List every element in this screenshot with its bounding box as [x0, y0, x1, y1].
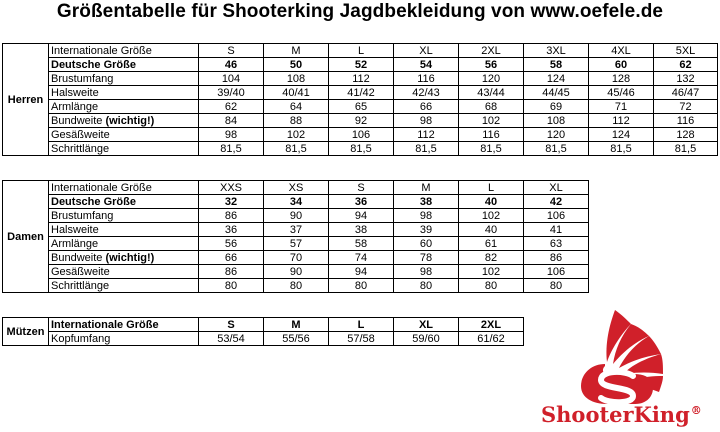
- row-label: [49, 142, 199, 156]
- size-cell: XS: [264, 181, 329, 195]
- shooterking-wordmark: [541, 402, 702, 427]
- row-label-text: Schrittlänge: [51, 279, 110, 292]
- size-cell: 44/45: [524, 86, 589, 100]
- size-cell: 90: [264, 265, 329, 279]
- size-cell: 56: [199, 237, 264, 251]
- size-cell: 78: [394, 251, 459, 265]
- size-cell: M: [264, 318, 329, 332]
- row-label: [49, 181, 199, 195]
- size-cell: L: [459, 181, 524, 195]
- size-cell: 54: [394, 58, 459, 72]
- size-cell: 80: [394, 279, 459, 293]
- group-label: Herren: [3, 44, 49, 156]
- size-cell: 62: [654, 58, 718, 72]
- size-cell: 128: [589, 72, 654, 86]
- size-cell: 102: [459, 114, 524, 128]
- size-cell: 68: [459, 100, 524, 114]
- row-label-text: Halsweite: [51, 223, 99, 236]
- size-cell: 41: [524, 223, 589, 237]
- size-table-muetzen: [2, 317, 524, 346]
- size-cell: 116: [654, 114, 718, 128]
- size-cell: S: [329, 181, 394, 195]
- row-label: [49, 195, 199, 209]
- size-cell: 64: [264, 100, 329, 114]
- size-cell: 69: [524, 100, 589, 114]
- size-cell: XL: [394, 318, 459, 332]
- table-row: [3, 223, 589, 237]
- size-cell: 66: [199, 251, 264, 265]
- size-cell: 94: [329, 265, 394, 279]
- size-cell: 56: [459, 58, 524, 72]
- size-cell: 98: [199, 128, 264, 142]
- size-cell: 86: [199, 265, 264, 279]
- size-cell: 80: [199, 279, 264, 293]
- size-cell: 74: [329, 251, 394, 265]
- table-row: [3, 114, 718, 128]
- size-cell: L: [329, 318, 394, 332]
- size-cell: 88: [264, 114, 329, 128]
- size-cell: 57: [264, 237, 329, 251]
- row-label-text: Halsweite: [51, 86, 99, 99]
- size-cell: 2XL: [459, 318, 524, 332]
- size-cell: 81,5: [459, 142, 524, 156]
- size-cell: 38: [394, 195, 459, 209]
- size-cell: 98: [394, 209, 459, 223]
- group-label: Damen: [3, 181, 49, 293]
- size-cell: 38: [329, 223, 394, 237]
- row-label-text: Internationale Größe: [51, 44, 152, 57]
- row-label-text: Bundweite: [51, 251, 103, 264]
- row-label: [49, 332, 199, 346]
- size-cell: 81,5: [394, 142, 459, 156]
- table-row: [3, 58, 718, 72]
- registered-mark: ®: [690, 404, 702, 417]
- size-cell: 98: [394, 265, 459, 279]
- size-cell: 81,5: [654, 142, 718, 156]
- page-title: Größentabelle für Shooterking Jagdbekleidung von www.oefele.de: [56, 1, 664, 22]
- size-cell: 58: [329, 237, 394, 251]
- size-cell: 61: [459, 237, 524, 251]
- row-label: [49, 72, 199, 86]
- row-label-text: Brustumfang: [51, 72, 114, 85]
- size-cell: 43/44: [459, 86, 524, 100]
- table-row: [3, 237, 589, 251]
- size-cell: 41/42: [329, 86, 394, 100]
- size-cell: 65: [329, 100, 394, 114]
- table-row: [3, 195, 589, 209]
- size-cell: 53/54: [199, 332, 264, 346]
- row-label: [49, 209, 199, 223]
- size-cell: 112: [394, 128, 459, 142]
- size-cell: 39: [394, 223, 459, 237]
- row-label: [49, 114, 199, 128]
- size-cell: 86: [199, 209, 264, 223]
- table-row: [3, 279, 589, 293]
- table-row: [3, 142, 718, 156]
- row-label-text: Brustumfang: [51, 209, 114, 222]
- size-cell: 81,5: [589, 142, 654, 156]
- size-cell: 81,5: [329, 142, 394, 156]
- size-cell: 36: [329, 195, 394, 209]
- size-cell: 39/40: [199, 86, 264, 100]
- size-cell: 61/62: [459, 332, 524, 346]
- size-cell: 82: [459, 251, 524, 265]
- size-cell: 40: [459, 223, 524, 237]
- size-cell: 37: [264, 223, 329, 237]
- size-cell: 116: [459, 128, 524, 142]
- row-label: [49, 44, 199, 58]
- size-table-damen: [2, 180, 589, 293]
- row-label: [49, 265, 199, 279]
- size-cell: 5XL: [654, 44, 718, 58]
- size-cell: 94: [329, 209, 394, 223]
- size-cell: 108: [524, 114, 589, 128]
- size-cell: 104: [199, 72, 264, 86]
- size-cell: 84: [199, 114, 264, 128]
- size-cell: 63: [524, 237, 589, 251]
- row-label: [49, 237, 199, 251]
- size-cell: 102: [264, 128, 329, 142]
- size-cell: 124: [589, 128, 654, 142]
- table-row: [3, 251, 589, 265]
- size-cell: 58: [524, 58, 589, 72]
- size-cell: 36: [199, 223, 264, 237]
- size-cell: 106: [329, 128, 394, 142]
- size-cell: 46: [199, 58, 264, 72]
- row-label-text: Bundweite: [51, 114, 103, 127]
- table-row: [3, 128, 718, 142]
- row-label: [49, 279, 199, 293]
- row-label-text: Schrittlänge: [51, 142, 110, 155]
- size-cell: 116: [394, 72, 459, 86]
- size-cell: 112: [589, 114, 654, 128]
- row-label: [49, 58, 199, 72]
- size-cell: 50: [264, 58, 329, 72]
- row-label: [49, 86, 199, 100]
- size-cell: 102: [459, 265, 524, 279]
- size-cell: 57/58: [329, 332, 394, 346]
- table-row: [3, 72, 718, 86]
- size-cell: 80: [264, 279, 329, 293]
- size-cell: 86: [524, 251, 589, 265]
- size-cell: 60: [394, 237, 459, 251]
- table-row: [3, 209, 589, 223]
- row-label-text: Internationale Größe: [51, 181, 152, 194]
- table-row: [3, 318, 524, 332]
- size-cell: 46/47: [654, 86, 718, 100]
- size-cell: 132: [654, 72, 718, 86]
- row-label: [49, 318, 199, 332]
- row-label-note: (wichtig!): [105, 114, 155, 127]
- table-row: [3, 86, 718, 100]
- row-label-text: Armlänge: [51, 237, 99, 250]
- size-cell: 81,5: [264, 142, 329, 156]
- size-cell: 42: [524, 195, 589, 209]
- size-cell: XXS: [199, 181, 264, 195]
- row-label-text: Gesäßweite: [51, 128, 110, 141]
- group-label: Mützen: [3, 318, 49, 346]
- size-cell: 34: [264, 195, 329, 209]
- size-cell: 45/46: [589, 86, 654, 100]
- size-cell: 106: [524, 209, 589, 223]
- size-cell: 71: [589, 100, 654, 114]
- row-label-text: Deutsche Größe: [51, 195, 136, 208]
- row-label: [49, 128, 199, 142]
- size-cell: 112: [329, 72, 394, 86]
- size-cell: 128: [654, 128, 718, 142]
- row-label-text: Kopfumfang: [51, 332, 111, 345]
- size-cell: 72: [654, 100, 718, 114]
- size-cell: M: [264, 44, 329, 58]
- row-label: [49, 100, 199, 114]
- size-cell: 52: [329, 58, 394, 72]
- size-cell: 3XL: [524, 44, 589, 58]
- size-cell: 40: [459, 195, 524, 209]
- size-cell: 80: [524, 279, 589, 293]
- size-cell: 4XL: [589, 44, 654, 58]
- size-cell: 80: [459, 279, 524, 293]
- size-cell: 106: [524, 265, 589, 279]
- size-table-herren: [2, 43, 718, 156]
- size-cell: 60: [589, 58, 654, 72]
- row-label-text: Gesäßweite: [51, 265, 110, 278]
- size-cell: S: [199, 44, 264, 58]
- size-cell: 102: [459, 209, 524, 223]
- size-cell: 81,5: [199, 142, 264, 156]
- size-cell: 80: [329, 279, 394, 293]
- size-cell: 62: [199, 100, 264, 114]
- size-cell: 40/41: [264, 86, 329, 100]
- table-row: [3, 181, 589, 195]
- size-cell: L: [329, 44, 394, 58]
- size-cell: 2XL: [459, 44, 524, 58]
- size-cell: 92: [329, 114, 394, 128]
- row-label: [49, 223, 199, 237]
- row-label-note: (wichtig!): [105, 251, 155, 264]
- table-row: [3, 332, 524, 346]
- size-cell: 124: [524, 72, 589, 86]
- size-cell: 120: [524, 128, 589, 142]
- size-cell: 32: [199, 195, 264, 209]
- size-cell: 42/43: [394, 86, 459, 100]
- table-row: [3, 44, 718, 58]
- size-cell: M: [394, 181, 459, 195]
- row-label-text: Deutsche Größe: [51, 58, 136, 71]
- size-cell: 55/56: [264, 332, 329, 346]
- size-cell: 108: [264, 72, 329, 86]
- size-cell: 59/60: [394, 332, 459, 346]
- size-cell: XL: [524, 181, 589, 195]
- size-cell: 120: [459, 72, 524, 86]
- size-cell: 70: [264, 251, 329, 265]
- row-label: [49, 251, 199, 265]
- size-cell: XL: [394, 44, 459, 58]
- size-cell: S: [199, 318, 264, 332]
- brand-name: ShooterKing: [541, 402, 690, 427]
- row-label-text: Armlänge: [51, 100, 99, 113]
- size-cell: 98: [394, 114, 459, 128]
- size-cell: 81,5: [524, 142, 589, 156]
- table-row: [3, 100, 718, 114]
- table-row: [3, 265, 589, 279]
- row-label-text: Internationale Größe: [51, 318, 159, 331]
- size-cell: 66: [394, 100, 459, 114]
- size-cell: 90: [264, 209, 329, 223]
